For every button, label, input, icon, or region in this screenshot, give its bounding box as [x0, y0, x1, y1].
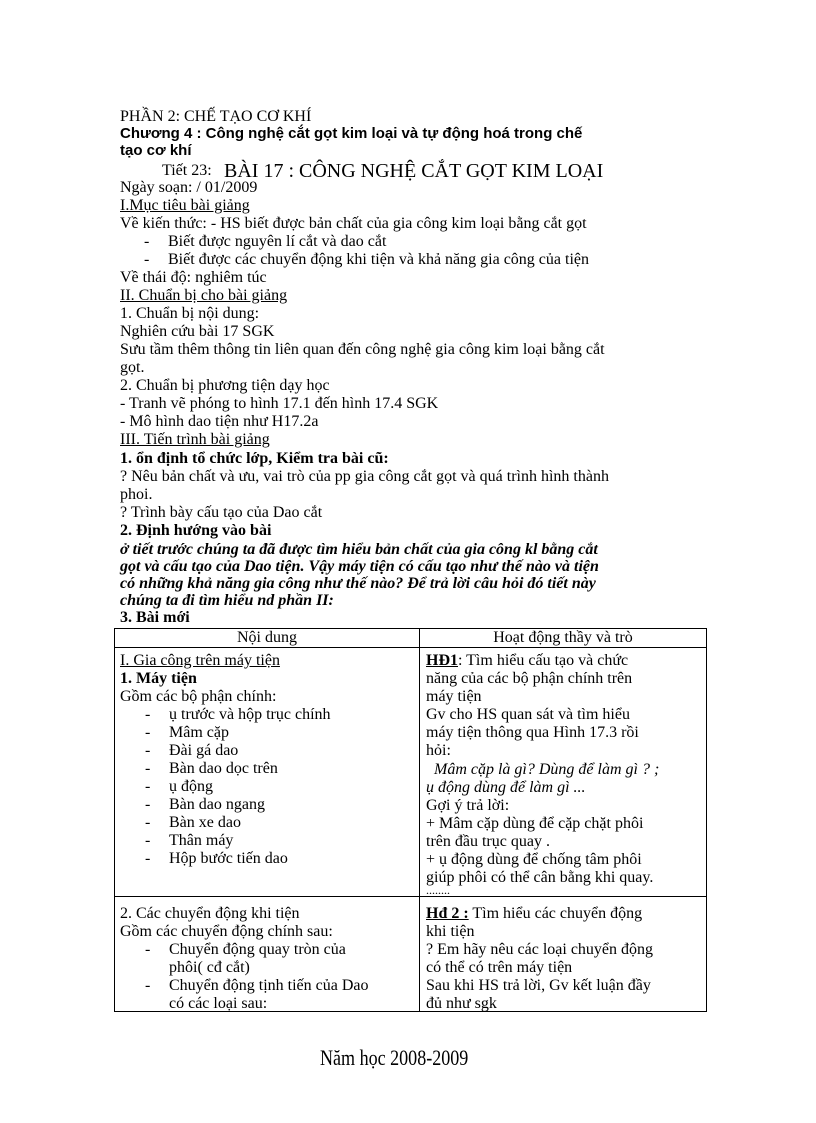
column-header-activity: Hoạt động thầy và trò — [420, 629, 707, 648]
activity2-line: Sau khi HS trả lời, Gv kết luận đầy — [426, 977, 651, 994]
intro-line: có những khả năng gia công như thế nào? Để trả lời câu hỏi đó tiết này — [120, 575, 596, 592]
media-prep-heading: 2. Chuẩn bị phương tiện dạy học — [120, 377, 330, 394]
activity2-line: đủ như sgk — [426, 995, 497, 1012]
section2-heading: II. Chuẩn bị cho bài giảng — [120, 287, 288, 304]
lathe-subheading: 1. Máy tiện — [120, 670, 197, 687]
step3-heading: 3. Bài mới — [120, 609, 190, 626]
media-item: - Mô hình dao tiện như H17.2a — [120, 413, 319, 430]
lesson-table — [114, 628, 707, 1012]
activity2-line: có thể có trên máy tiện — [426, 959, 573, 976]
movements-heading: 2. Các chuyển động khi tiện — [120, 905, 300, 922]
answer-line: + ụ động dùng để chống tâm phôi — [426, 851, 642, 868]
part-item: - Thân máy — [145, 832, 234, 849]
review-question-line1: ? Nêu bản chất và ưu, vai trò của pp gia công cắt gọt và quá trình hình thành — [120, 468, 609, 485]
review-question-line2: phoi. — [120, 486, 153, 503]
movement-item-cont: có các loại sau: — [169, 995, 268, 1012]
parts-intro: Gồm các bộ phận chính: — [120, 688, 277, 705]
activity1-line: máy tiện — [426, 688, 482, 705]
teacher-question: Mâm cặp là gì? Dùng để làm gì ? ; — [434, 761, 660, 778]
activity2-title: Hđ 2 : Tìm hiểu các chuyển động — [426, 905, 643, 922]
activity2-line: ? Em hãy nêu các loại chuyển động — [426, 941, 654, 958]
part-item: - Bàn dao dọc trên — [145, 760, 278, 777]
part-item: - Hộp bước tiến dao — [145, 850, 288, 867]
collect-text-line2: gọt. — [120, 359, 145, 376]
part-item: - Mâm cặp — [145, 724, 229, 741]
lesson-title: BÀI 17 : CÔNG NGHỆ CẮT GỌT KIM LOẠI — [224, 160, 604, 182]
answer-hint: Gợi ý trả lời: — [426, 797, 510, 814]
movements-cell — [115, 897, 420, 1012]
answer-line: giúp phôi có thể cân bằng khi quay. — [426, 869, 654, 886]
step1-heading: 1. ổn định tổ chức lớp, Kiểm tra bài cũ: — [120, 450, 389, 467]
hd2-label: Hđ 2 : — [426, 905, 469, 922]
objective-item: - Biết được nguyên lí cắt và dao cắt — [144, 233, 387, 250]
movement-item-cont: phôi( cđ cắt) — [169, 959, 250, 976]
collect-text-line1: Sưu tầm thêm thông tin liên quan đến công nghệ gia công kim loại bằng cắt — [120, 341, 605, 358]
answer-line: trên đầu trục quay . — [426, 833, 550, 850]
media-item: - Tranh vẽ phóng to hình 17.1 đến hình 17.4 SGK — [120, 395, 439, 412]
hd1-label: HĐ1 — [426, 652, 458, 669]
section3-heading: III. Tiến trình bài giảng — [120, 431, 270, 448]
activity1-line: máy tiện thông qua Hình 17.3 rồi — [426, 724, 639, 741]
part-heading: PHẦN 2: CHẾ TẠO CƠ KHÍ — [120, 108, 312, 125]
period-label: Tiết 23: — [162, 162, 212, 179]
movements-intro: Gồm các chuyển động chính sau: — [120, 923, 333, 940]
activity1-line: Gv cho HS quan sát và tìm hiểu — [426, 706, 630, 723]
review-question-2: ? Trình bày cấu tạo của Dao cắt — [120, 504, 323, 521]
intro-line: ở tiết trước chúng ta đã được tìm hiểu bản chất của gia công kl bằng cắt — [120, 541, 598, 558]
activity1-line: năng của các bộ phận chính trên — [426, 670, 633, 687]
step2-heading: 2. Định hướng vào bài — [120, 522, 272, 539]
teacher-question: ụ động dùng để làm gì ... — [426, 779, 586, 796]
part-item: - Đài gá dao — [145, 742, 239, 759]
movement-item: - Chuyển động quay tròn của — [145, 941, 346, 958]
activity1-cell — [420, 648, 707, 897]
lathe-section-heading: I. Gia công trên máy tiện — [120, 652, 280, 669]
attitude-objective: Về thái độ: nghiêm túc — [120, 269, 267, 286]
chapter-title-line1: Chương 4 : Công nghệ cắt gọt kim loại và tự động hoá trong chế — [120, 125, 583, 142]
machine-parts-cell — [115, 648, 420, 897]
part-item: - Bàn xe dao — [145, 814, 241, 831]
part-item: - ụ động — [145, 778, 213, 795]
section1-heading: I.Mục tiêu bài giảng — [120, 197, 250, 214]
movement-item: - Chuyển động tịnh tiến của Dao — [145, 977, 369, 994]
study-text: Nghiên cứu bài 17 SGK — [120, 323, 275, 340]
answer-line: + Mâm cặp dùng để cặp chặt phôi — [426, 815, 644, 832]
prep-date: Ngày soạn: / 01/2009 — [120, 179, 258, 196]
column-header-content: Nội dung — [115, 629, 420, 648]
answer-ellipsis: ........ — [426, 883, 450, 897]
knowledge-objective: Về kiến thức: - HS biết được bản chất của gia công kim loại bằng cắt gọt — [120, 215, 587, 232]
content-prep-heading: 1. Chuẩn bị nội dung: — [120, 305, 260, 322]
part-item: - Bàn dao ngang — [145, 796, 265, 813]
intro-line: chúng ta đi tìm hiểu nd phần II: — [120, 592, 334, 609]
part-item: - ụ trước và hộp trục chính — [145, 706, 331, 723]
activity1-title: HĐ1: Tìm hiểu cấu tạo và chức — [426, 652, 629, 669]
activity2-cell — [420, 897, 707, 1012]
activity1-line: hỏi: — [426, 742, 451, 759]
objective-item: - Biết được các chuyển động khi tiện và khả năng gia công của tiện — [144, 251, 589, 268]
chapter-title-line2: tạo cơ khí — [120, 142, 192, 159]
activity2-line: khi tiện — [426, 923, 475, 940]
intro-line: gọt và cấu tạo của Dao tiện. Vậy máy tiện có cấu tạo như thế nào và tiện — [120, 558, 599, 575]
school-year-footer: Năm học 2008-2009 — [320, 1045, 469, 1070]
